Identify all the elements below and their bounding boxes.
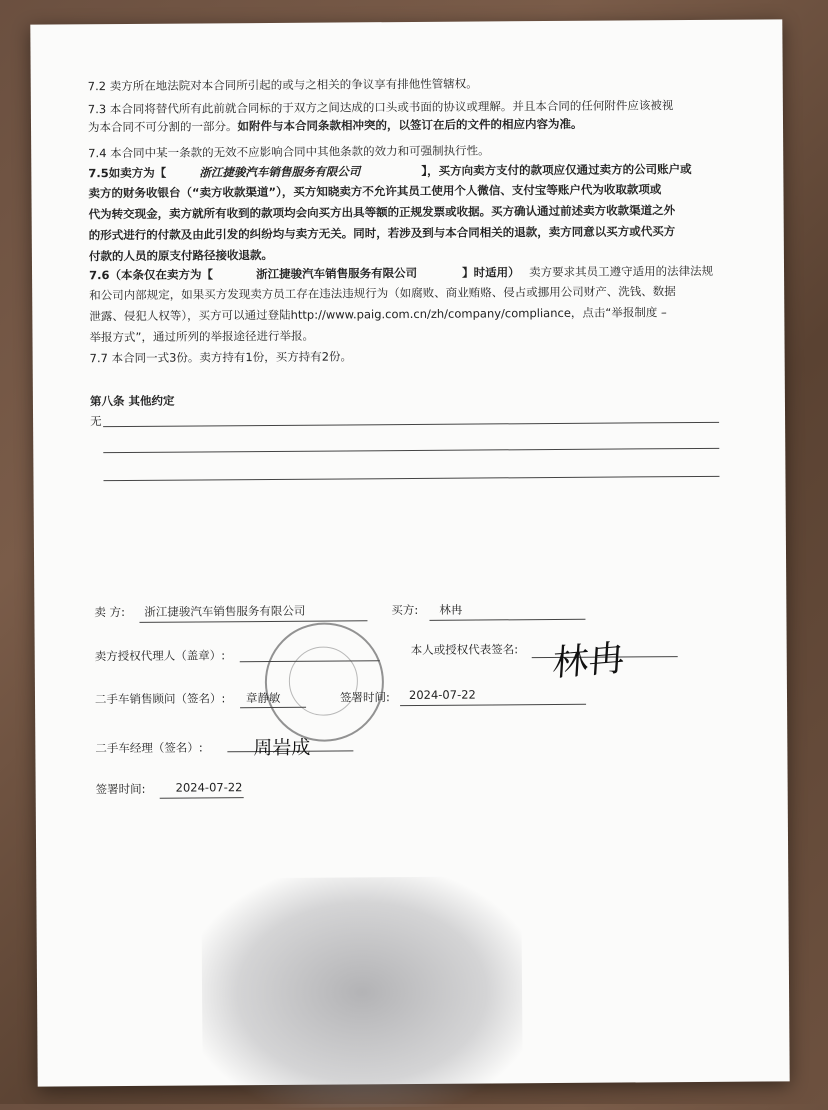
sign-time-label: 签署时间: xyxy=(339,690,390,705)
clause-7-5-line2: 卖方的财务收银台（“卖方收款渠道”），买方知晓卖方不允许其员工使用个人微信、支付宝等账户代为收取款项或 xyxy=(88,182,662,201)
clause-7-6-suffix: 】时适用） xyxy=(461,265,520,280)
clause-7-3-text: 为本合同不可分割的一部分。 xyxy=(87,119,238,135)
seller-value: 浙江捷骏汽车销售服务有限公司 xyxy=(144,603,306,619)
bottom-time-value: 2024-07-22 xyxy=(175,780,243,795)
buyer-signature: 林冉 xyxy=(551,637,626,685)
clause-7-5-line5: 付款的人员的原支付路径接收退款。 xyxy=(88,247,273,264)
clause-7-6-prefix: 7.6（本条仅在卖方为【 xyxy=(89,267,213,283)
clause-7-5-company: 浙江捷骏汽车销售服务有限公司 xyxy=(199,164,361,180)
clause-7-7: 7.7 本合同一式3份。卖方持有1份，买方持有2份。 xyxy=(89,349,353,366)
buyer-value: 林冉 xyxy=(439,602,463,617)
clause-7-5-line3: 代为转交现金，卖方就所有收到的款项均会向买方出具等额的正规发票或收据。买方确认通过前述卖方收款渠道之外 xyxy=(88,203,676,222)
clause-7-6-company: 浙江捷骏汽车销售服务有限公司 xyxy=(256,265,418,282)
consultant-value: 章静敏 xyxy=(245,690,281,706)
section-8-content: 无 xyxy=(90,414,102,429)
clause-7-2: 7.2 卖方所在地法院对本合同所引起的或与之相关的争议享有排他性管辖权。 xyxy=(87,76,478,94)
sign-time-underline xyxy=(400,704,586,706)
section-8-line-2 xyxy=(103,448,719,453)
contract-page xyxy=(30,19,789,1086)
clause-7-3-line2 xyxy=(87,116,583,135)
buyer-sign-label: 本人或授权代表签名: xyxy=(410,642,519,657)
buyer-label: 买方: xyxy=(391,602,419,618)
clause-7-4: 7.4 本合同中某一条款的无效不应影响合同中其他条款的效力和可强制执行性。 xyxy=(88,143,490,161)
clause-7-3-bold-text: 如附件与本合同条款相冲突的，以签订在后的文件的相应内容为准。 xyxy=(237,116,583,134)
seller-label: 卖 方: xyxy=(94,604,125,620)
company-seal xyxy=(264,622,384,742)
sign-time-value: 2024-07-22 xyxy=(408,687,476,703)
section-8-line-1 xyxy=(103,422,719,427)
clause-7-6-line2: 和公司内部规定，如果买方发现卖方员工存在违法违规行为（如腐败、商业贿赂、侵占或挪用公司财产、洗钱、数据 xyxy=(89,284,676,303)
clause-7-6-line1: 卖方要求其员工遵守适用的法律法规 xyxy=(528,263,714,280)
manager-label: 二手车经理（签名）: xyxy=(95,740,203,756)
section-8-line-3 xyxy=(103,476,719,481)
manager-signature: 周岩成 xyxy=(253,736,311,760)
clause-7-5-line4: 的形式进行的付款及由此引发的纠纷均与卖方无关。同时，若涉及到与本合同相关的退款，卖方同意以买方或代买方 xyxy=(88,224,676,243)
clause-7-5-line1: 】，买方向卖方支付的款项应仅通过卖方的公司账户或 xyxy=(421,162,692,178)
phone-shadow xyxy=(201,876,523,1108)
seller-agent-label: 卖方授权代理人（盖章）: xyxy=(94,648,226,664)
consultant-label: 二手车销售顾问（签名）: xyxy=(94,691,226,707)
clause-7-6-line4: 举报方式”，通过所列的举报途径进行举报。 xyxy=(89,328,314,345)
clause-7-5-prefix: 7.5如卖方为【 xyxy=(88,165,167,181)
clause-7-3-line1: 7.3 本合同将替代所有此前就合同标的于双方之间达成的口头或书面的协议或理解。并且本合同的任何附件应该被视 xyxy=(87,98,674,117)
bottom-time-underline xyxy=(160,797,244,799)
bottom-time-label: 签署时间: xyxy=(95,781,146,797)
buyer-underline xyxy=(429,619,585,621)
clause-7-6-line3: 泄露、侵犯人权等），买方可以通过登陆http://www.paig.com.cn/zh/company/compliance，点击“举报制度 – xyxy=(89,305,667,324)
section-8-heading: 第八条 其他约定 xyxy=(89,393,175,409)
